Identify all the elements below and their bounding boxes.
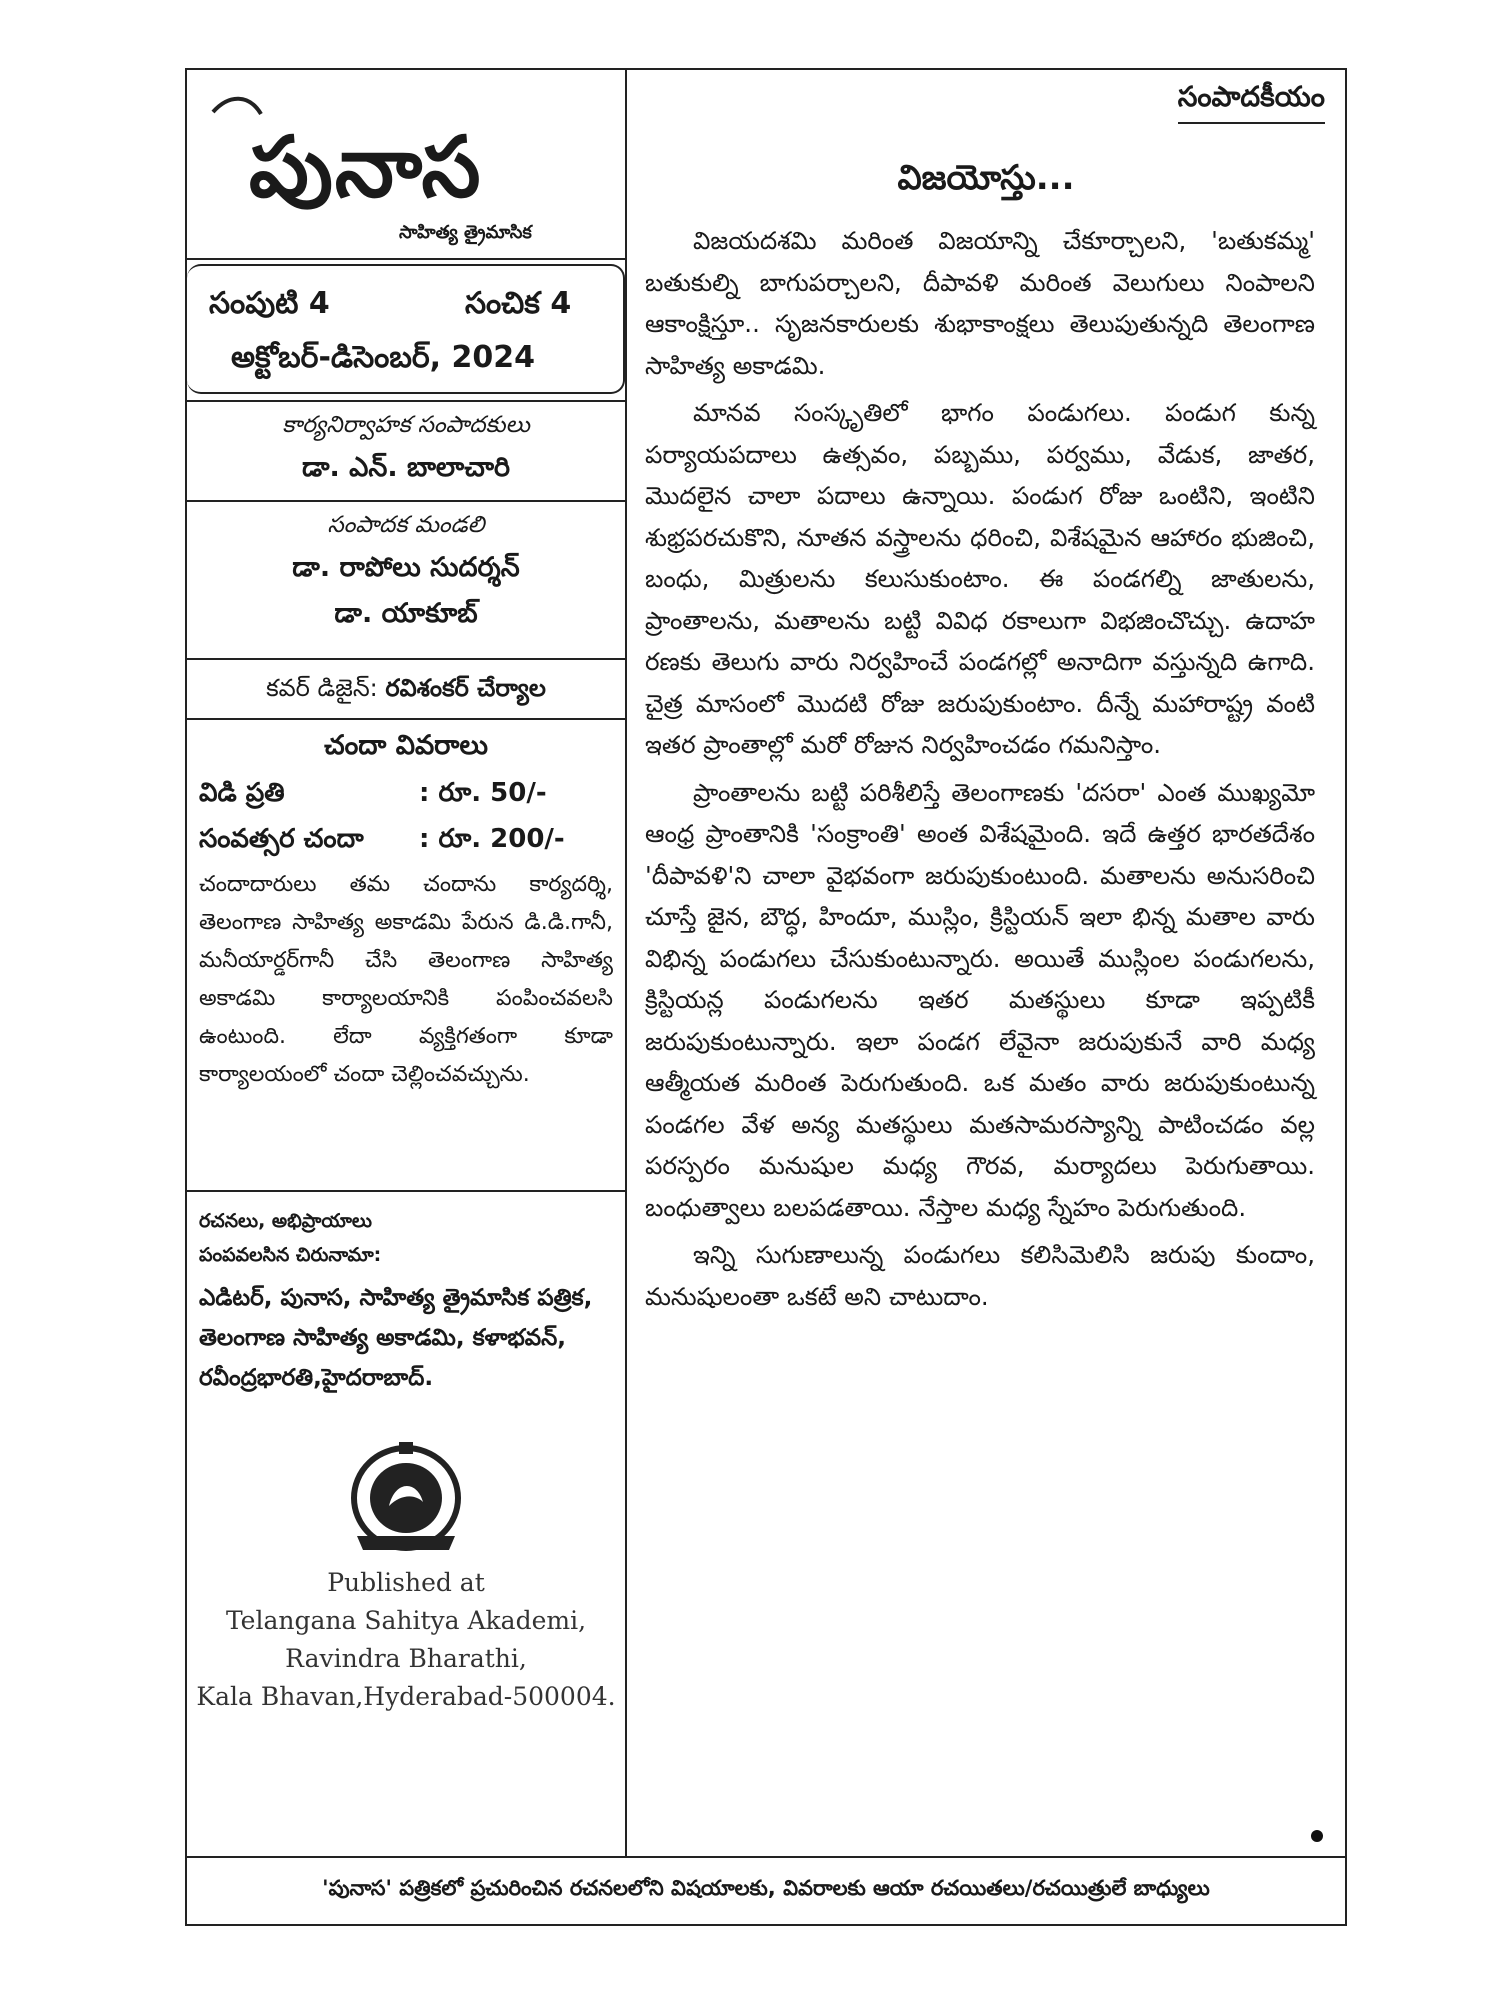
volume-box — [187, 264, 625, 394]
annual-price-row — [199, 824, 613, 860]
address-section — [187, 1192, 625, 1856]
editorial-paragraph: మానవ సంస్కృతిలో భాగం పండుగలు. పండుగ కున్న పర్యాయపదాలు ఉత్సవం, పబ్బము, పర్వము, వేడుక, జాతర, మొదలైన చాలా పదాలు ఉన్నాయి. పండుగ రోజు ఒంటిని, ఇంటిని శుభ్రపరచుకొని, నూతన వస్త్రాలను ధరించి, విశేషమైన ఆహారం భుజించి, బంధు, మిత్రులను కలుసుకుంటాం. ఈ పండగల్ని జాతులను, ప్రాంతాలను, మతాలను బట్టి వివిధ రకాలుగా విభజించొచ్చు. ఉదాహ రణకు తెలుగు వారు నిర్వహించే పండగల్లో అనాదిగా వస్తున్నది ఉగాది. చైత్ర మాసంలో మొదటి రోజు జరుపుకుంటాం. దీన్నే మహారాష్ట్ర వంటి ఇతర ప్రాంతాల్లో మరో రోజున నిర్వహించడం గమనిస్తాం. — [645, 398, 1315, 759]
editorial-board-section — [187, 502, 625, 660]
editorial-paragraph: విజయదశమి మరింత విజయాన్ని చేకూర్చాలని, 'బతుకమ్మ' బతుకుల్ని బాగుపర్చాలని, దీపావళి మరింత వెలుగులు నింపాలని ఆకాంక్షిస్తూ.. సృజనకారులకు శుభాకాంక్షలు తెలుపుతున్నది తెలంగాణ సాహిత్య అకాడమి. — [645, 226, 1315, 380]
subscription-section — [187, 720, 625, 1192]
magazine-subtitle: సాహిత్య త్రైమాసిక — [399, 222, 532, 243]
publisher-info — [187, 1564, 625, 1716]
publisher-line: Telangana Sahitya Akademi, — [225, 1606, 587, 1635]
volume-number: సంపుటి 4 — [209, 286, 330, 321]
editorial-board-role: సంపాదక మండలి — [327, 512, 485, 538]
publisher-line: Published at — [327, 1568, 485, 1597]
address-heading: రచనలు, అభిప్రాయాలు — [199, 1210, 372, 1232]
subscription-note: చందాదారులు తమ చందాను కార్యదర్శి, తెలంగాణ సాహిత్య అకాడమి పేరున డి.డి.గానీ, మనీయార్డర్‌గానీ చేసి తెలంగాణ సాహిత్య అకాడమి కార్యాలయానికి పంపించవలసి ఉంటుంది. లేదా వ్యక్తిగతంగా కూడా కార్యాలయంలో చందా చెల్లించవచ్చును. — [199, 872, 613, 1087]
board-member: డా. యాకూబ్ — [334, 598, 478, 629]
editorial-title: విజయోస్తు... — [897, 158, 1075, 198]
magazine-title: పునాస — [249, 118, 483, 216]
akademi-seal-icon — [337, 1440, 475, 1558]
single-copy-price: : రూ. 50/- — [419, 778, 547, 808]
annual-price: : రూ. 200/- — [419, 824, 565, 854]
subscription-title: చందా వివరాలు — [324, 730, 488, 761]
publisher-line: Ravindra Bharathi, — [285, 1644, 527, 1673]
single-copy-price-row — [199, 778, 613, 814]
publisher-line: Kala Bhavan,Hyderabad-500004. — [196, 1682, 616, 1711]
footer-disclaimer — [187, 1856, 1345, 1924]
cover-designer-name: రవిశంకర్ చేర్యాల — [385, 674, 546, 702]
executive-editor-role: కార్యనిర్వాహక సంపాదకులు — [282, 412, 530, 438]
single-copy-label: విడి ప్రతి — [199, 778, 285, 808]
page-frame — [185, 68, 1347, 1926]
left-column — [187, 70, 627, 1856]
masthead — [187, 70, 625, 260]
annual-label: సంవత్సర చందా — [199, 824, 364, 854]
editorial-body — [645, 220, 1315, 1323]
address-heading: పంపవలసిన చిరునామా: — [199, 1244, 382, 1266]
disclaimer-text: 'పునాస' పత్రికలో ప్రచురించిన రచనలలోని విషయాలకు, వివరాలకు ఆయా రచయితలు/రచయిత్రులే బాధ్యులు — [322, 1876, 1210, 1900]
executive-editor-section — [187, 402, 625, 502]
executive-editor-name: డా. ఎన్. బాలాచారి — [301, 452, 510, 483]
issue-number: సంచిక 4 — [465, 286, 572, 321]
postal-address: ఎడిటర్, పునాస, సాహిత్య త్రైమాసిక పత్రిక, తెలంగాణ సాహిత్య అకాడమి, కళాభవన్, రవీంద్రభారతి,హైదరాబాద్. — [199, 1285, 593, 1391]
magazine-logo — [209, 90, 589, 243]
section-label: సంపాదకీయం — [1178, 80, 1325, 124]
board-member: డా. రాపోలు సుదర్శన్ — [292, 552, 520, 583]
editorial-paragraph: ప్రాంతాలను బట్టి పరిశీలిస్తే తెలంగాణకు 'దసరా' ఎంత ముఖ్యమో ఆంధ్ర ప్రాంతానికి 'సంక్రాంతి' అంత విశేషమైంది. ఇదే ఉత్తర భారతదేశం 'దీపావళి'ని చాలా వైభవంగా జరుపుకుంటుంది. మతాలను అనుసరించి చూస్తే జైన, బౌద్ధ, హిందూ, ముస్లిం, క్రిస్టియన్ ఇలా భిన్న మతాల వారు విభిన్న పండుగలు చేసుకుంటున్నారు. అయితే ముస్లింల పండుగలను, క్రిస్టియన్ల పండుగలను ఇతర మతస్థులు కూడా ఇప్పటికీ జరుపుకుంటున్నారు. ఇలా పండగ లేవైనా జరుపుకునే వారి మధ్య ఆత్మీయత మరింత పెరుగుతుంది. ఒక మతం వారు జరుపుకుంటున్న పండగల వేళ అన్య మతస్థులు మతసామరస్యాన్ని పాటించడం వల్ల పరస్పరం మనుషుల మధ్య గౌరవ, మర్యాదలు పెరుగుతాయి. బంధుత్వాలు బలపడతాయి. నేస్తాల మధ్య స్నేహం పెరుగుతుంది. — [645, 777, 1315, 1222]
editorial-paragraph: ఇన్ని సుగుణాలున్న పండుగలు కలిసిమెలిసి జరుపు కుందాం, మనుషులంతా ఒకటే అని చాటుదాం. — [645, 1240, 1315, 1311]
editorial-column — [627, 70, 1345, 1856]
end-bullet-icon — [1311, 1830, 1323, 1842]
cover-design-credit — [187, 660, 625, 720]
volume-info — [187, 260, 625, 402]
cover-design-label: కవర్ డిజైన్: — [266, 674, 378, 702]
issue-date-range: అక్టోబర్-డిసెంబర్, 2024 — [231, 340, 535, 375]
